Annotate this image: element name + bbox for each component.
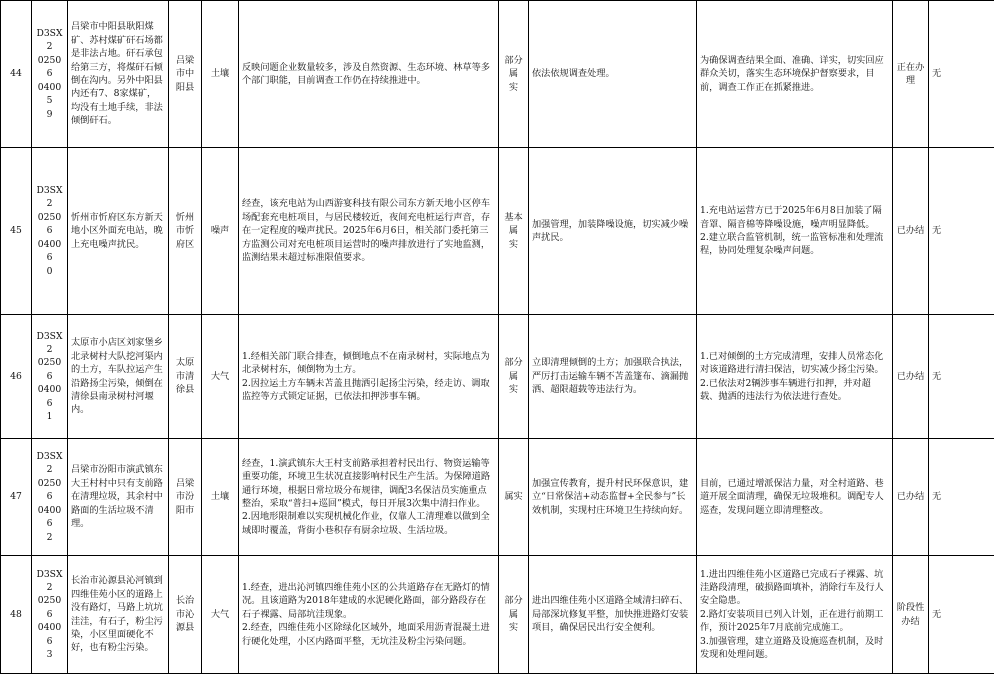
case-status: 阶段性 办结: [893, 556, 929, 674]
handling-measure: 立即清理倾倒的土方；加强联合执法，严厉打击运输车辆不苫盖篷布、滴漏抛洒、超限超载等违法行为。: [529, 315, 697, 439]
region: 忻州 市忻 府区: [169, 148, 202, 315]
pollution-type: 土壤: [202, 439, 239, 556]
verification-verdict: 基本属 实: [499, 148, 529, 315]
handling-measure: 进出四维佳苑小区道路全域清扫碎石、局部深坑修复平整，加快推进路灯安装项目，确保居民出行安全便利。: [529, 556, 697, 674]
case-status: 已办结: [893, 439, 929, 556]
case-code: D3SX2 02506 04006 2: [32, 439, 68, 556]
rectification-result: 1.充电站运营方已于2025年6月8日加装了隔音罩、隔音棉等降噪设施，噪声明显降低。 2.建立联合监管机制，统一监管标准和处理流程，协同处理复杂噪声问题。: [697, 148, 893, 315]
pollution-type: 土壤: [202, 1, 239, 148]
complaint-content: 忻州市忻府区东方新天地小区外面充电站，晚上充电噪声扰民。: [68, 148, 169, 315]
investigation-finding: 经查，该充电站为山西游宴科技有限公司东方新天地小区停车场配套充电桩项目，与居民楼较近，夜间充电桩运行声音，存在一定程度的噪声扰民。2025年6月6日，相关部门委托第三方监测公司对充电桩项目运营时的噪声排放进行了实地监测，监测结果未超过标准限值要求。: [239, 148, 499, 315]
region: 吕梁 市中 阳县: [169, 1, 202, 148]
case-status: 正在办 理: [893, 1, 929, 148]
table-row: [1, 439, 994, 556]
table-row: [1, 556, 994, 674]
verification-verdict: 部分属 实: [499, 315, 529, 439]
complaint-content: 太原市小店区刘家堡乡北录树村大队挖河渠内的土方，车队拉运产生沿路扬尘污染，倾倒在清徐县南录树村河堰内。: [68, 315, 169, 439]
accountability: 无: [929, 556, 994, 674]
row-number: 44: [1, 1, 32, 148]
row-number: 48: [1, 556, 32, 674]
pollution-type: 噪声: [202, 148, 239, 315]
case-code: D3SX2 02506 04006 3: [32, 556, 68, 674]
case-status: 已办结: [893, 315, 929, 439]
complaint-content: 吕梁市中阳县耿阳煤矿、苏村煤矿矸石场都是非法占地。矸石承包给第三方，将煤矸石倾倒在沟内。另外中阳县内还有7、8家煤矿，均没有土地手续，非法倾倒矸石。: [68, 1, 169, 148]
row-number: 45: [1, 148, 32, 315]
investigation-finding: 反映问题企业数量较多，涉及自然资源、生态环境、林草等多个部门职能，目前调查工作仍在持续推进中。: [239, 1, 499, 148]
case-code: D3SX2 02506 04006 1: [32, 315, 68, 439]
accountability: 无: [929, 315, 994, 439]
accountability: 无: [929, 1, 994, 148]
row-number: 46: [1, 315, 32, 439]
case-status: 已办结: [893, 148, 929, 315]
investigation-finding: 1.经相关部门联合排查，倾倒地点不在南录树村，实际地点为北录树村东，倾倒物为土方。 2.因拉运土方车辆未苫盖且抛洒引起扬尘污染，经走访、调取监控等方式锁定证据，已依法扣押涉事车辆。: [239, 315, 499, 439]
rectification-result: 目前，已通过增派保洁力量，对全村道路、巷道开展全面清理，确保无垃圾堆积。调配专人巡查，发现问题立即清理整改。: [697, 439, 893, 556]
investigation-finding: 1.经查，进出沁河镇四维佳苑小区的公共道路存在无路灯的情况。且该道路为2018年建成的水泥硬化路面，部分路段存在石子裸露、局部坑洼现象。 2.经查，四维佳苑小区除绿化区域外，地面采用沥青混凝土进行硬化处理，小区内路面平整，无坑洼及粉尘污染问题。: [239, 556, 499, 674]
complaint-content: 吕梁市汾阳市演武镇东大王村村中只有支前路在清理垃圾，其余村中路面的生活垃圾不清理。: [68, 439, 169, 556]
region: 太原 市清 徐县: [169, 315, 202, 439]
verification-verdict: 部分属 实: [499, 1, 529, 148]
row-number: 47: [1, 439, 32, 556]
case-code: D3SX2 02506 04005 9: [32, 1, 68, 148]
rectification-result: 1.进出四维佳苑小区道路已完成石子裸露、坑洼路段清理，破损路面填补，消除行车及行人安全隐患。 2.路灯安装项目已列入计划，正在进行前期工作，预计2025年7月底前完成施工。 3.加强管理，建立道路及设施巡查机制，及时发现和处理问题。: [697, 556, 893, 674]
accountability: 无: [929, 439, 994, 556]
handling-measure: 依法依规调查处理。: [529, 1, 697, 148]
complaint-content: 长治市沁源县沁河镇到四维佳苑小区的道路上没有路灯，马路上坑坑洼洼，有石子，粉尘污染，小区里面硬化不好，也有粉尘污染。: [68, 556, 169, 674]
verification-verdict: 部分属 实: [499, 556, 529, 674]
handling-measure: 加强管理，加装降噪设施，切实减少噪声扰民。: [529, 148, 697, 315]
pollution-type: 大气: [202, 315, 239, 439]
rectification-result: 为确保调查结果全面、准确、详实，切实回应群众关切，落实生态环境保护督察要求，目前，调查工作正在抓紧推进。: [697, 1, 893, 148]
table-row: [1, 148, 994, 315]
region: 吕梁 市汾 阳市: [169, 439, 202, 556]
table-row: [1, 315, 994, 439]
case-code: D3SX2 02506 04006 0: [32, 148, 68, 315]
rectification-result: 1.已对倾倒的土方完成清理，安排人员常态化对该道路进行清扫保洁，切实减少扬尘污染。 2.已依法对2辆涉事车辆进行扣押，并对超载、抛洒的违法行为依法进行查处。: [697, 315, 893, 439]
investigation-finding: 经查，1.演武镇东大王村支前路承担着村民出行、物资运输等重要功能，环境卫生状况直接影响村民生产生活。为保障道路通行环境，根据日常垃圾分布规律，调配3名保洁员实施重点整治，采取“普扫+巡回”模式，每日开展3次集中清扫作业。 2.因地形限制难以实现机械化作业，仅靠人工清理难以做到全域即时覆盖，背街小巷积存有厨余垃圾、生活垃圾。: [239, 439, 499, 556]
handling-measure: 加强宣传教育，提升村民环保意识，建立“日常保洁+动态监督+全民参与”长效机制，实现村庄环境卫生持续向好。: [529, 439, 697, 556]
verification-verdict: 属实: [499, 439, 529, 556]
accountability: 无: [929, 148, 994, 315]
pollution-type: 大气: [202, 556, 239, 674]
table-row: [1, 1, 994, 148]
region: 长治 市沁 源县: [169, 556, 202, 674]
